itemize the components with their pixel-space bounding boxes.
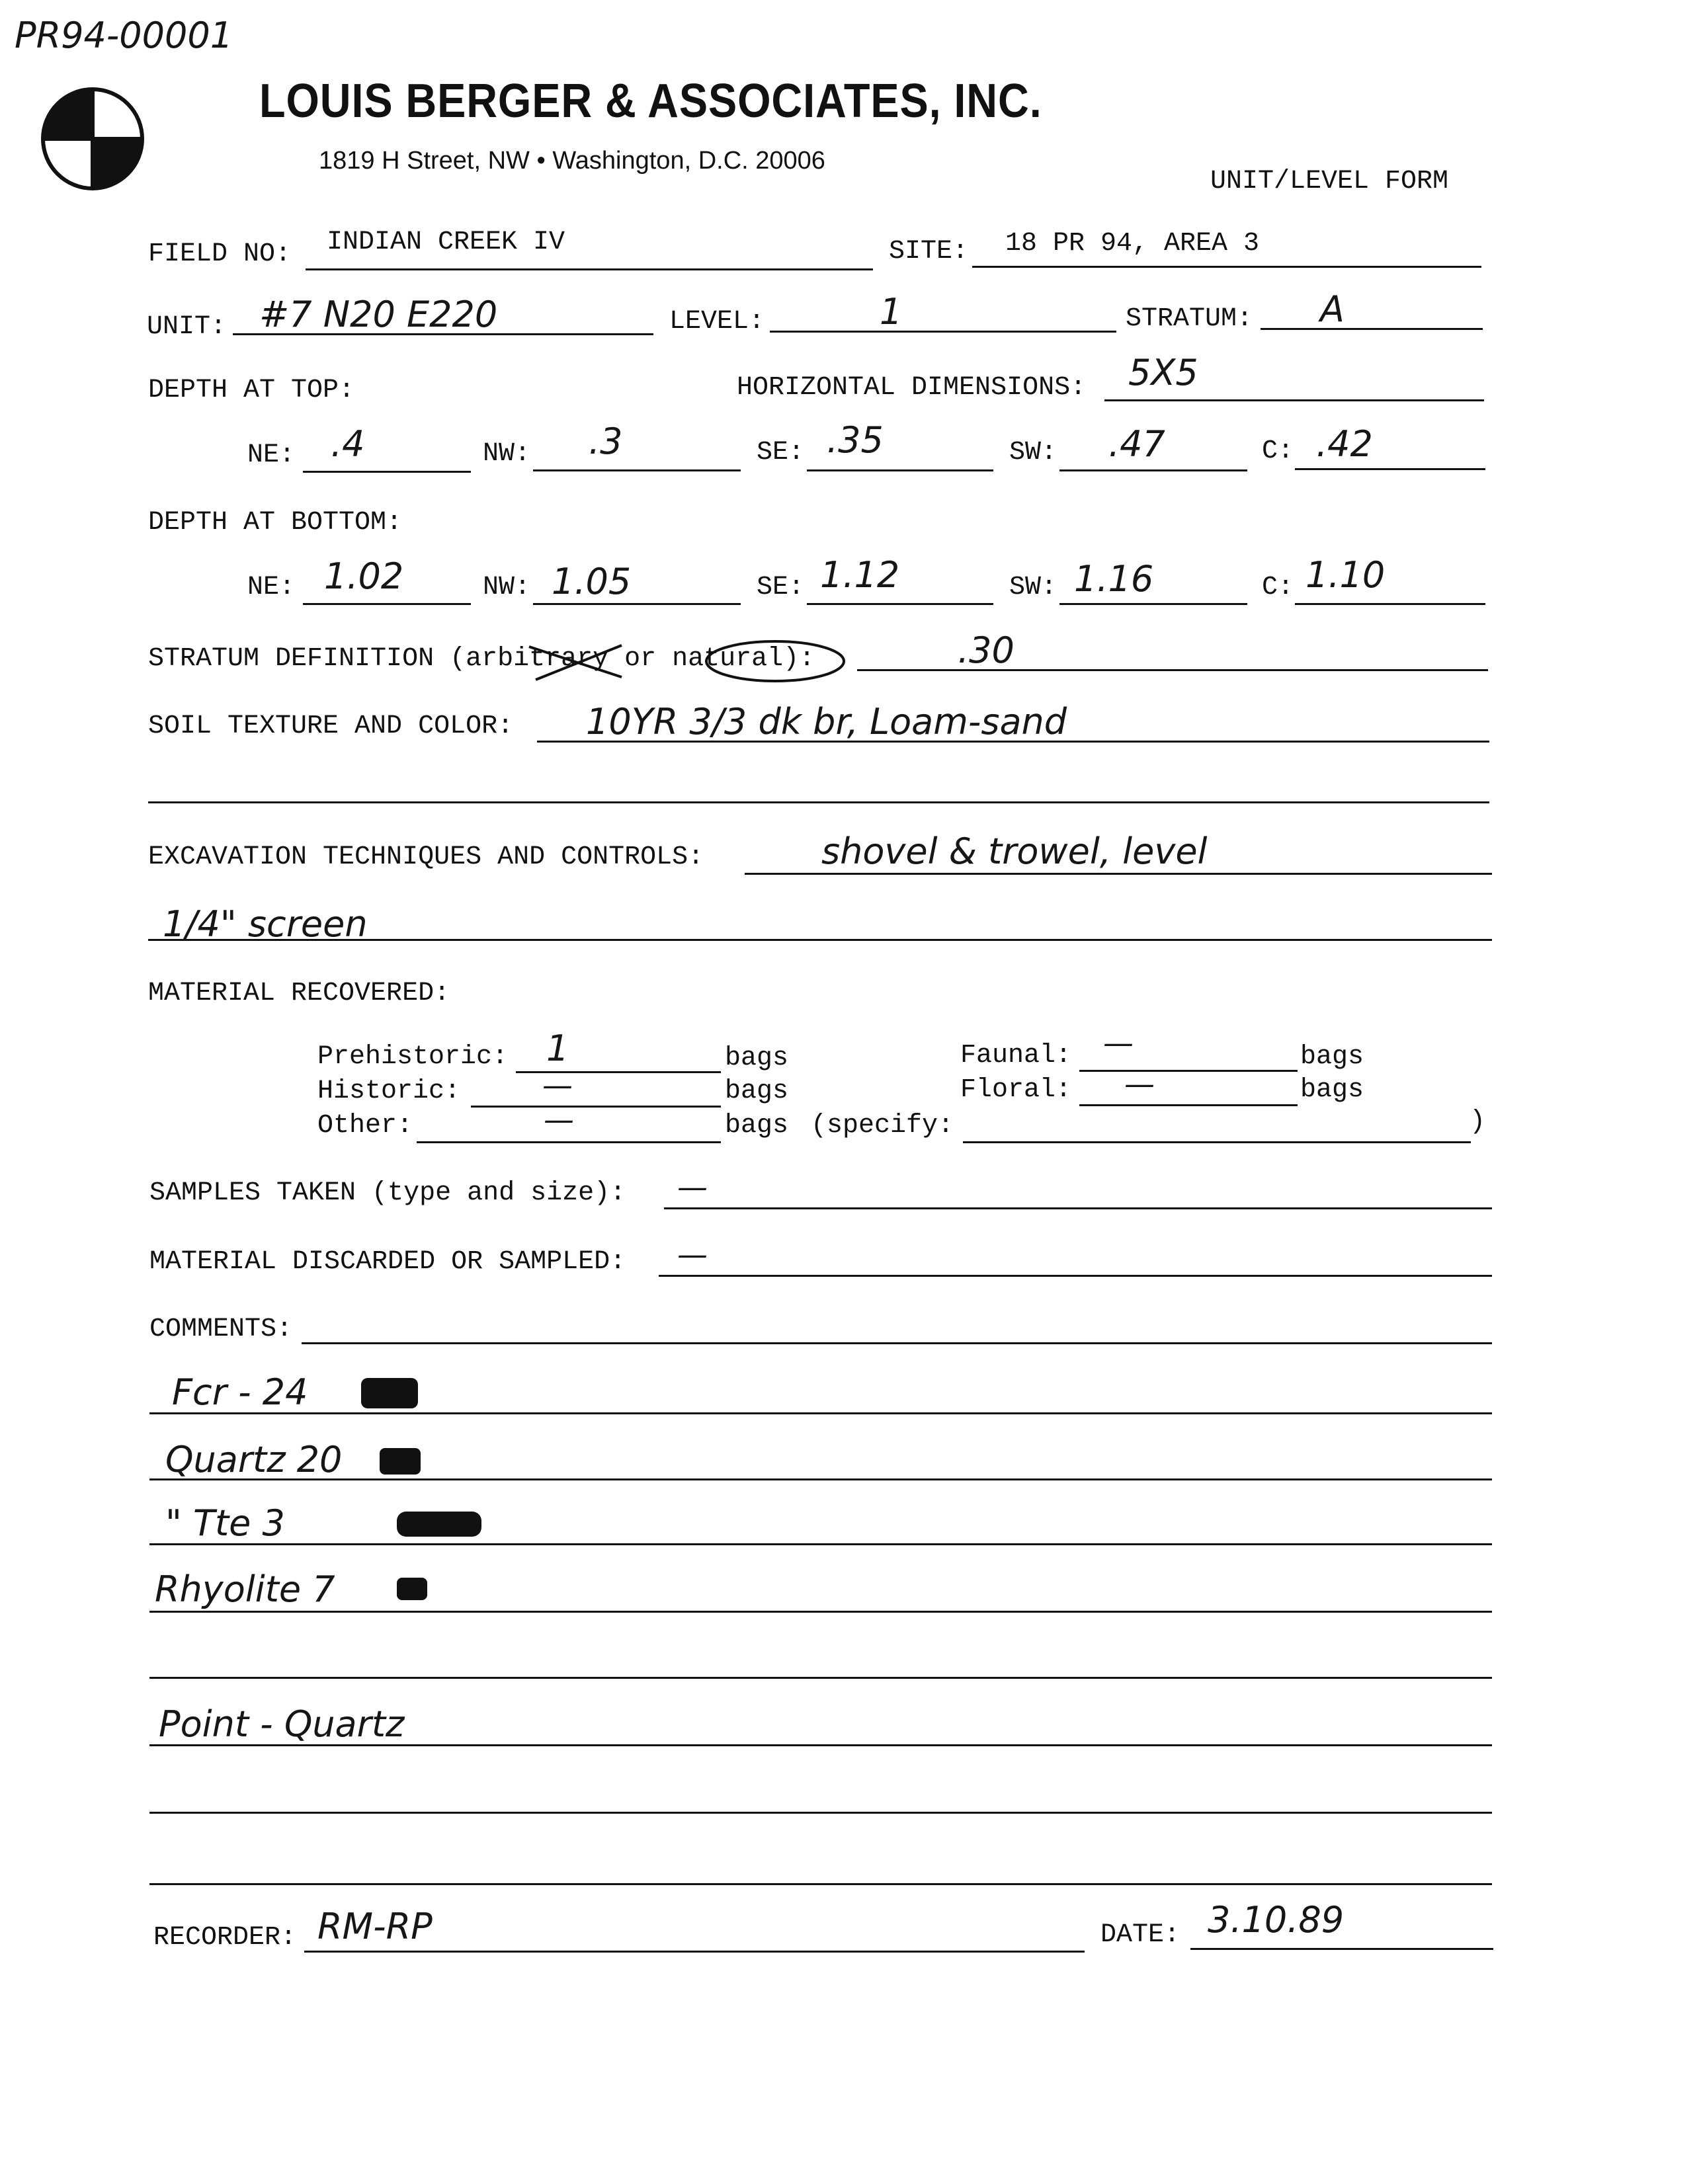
depth-bottom-se-value: 1.12: [820, 554, 900, 596]
faunal-value: —: [1103, 1025, 1134, 1061]
discarded-value: —: [677, 1236, 708, 1272]
date-label: DATE:: [1100, 1920, 1181, 1950]
recorder-value: RM-RP: [317, 1906, 433, 1947]
stratum-definition-label: STRATUM DEFINITION (arbitrary or natural):: [148, 644, 815, 674]
depth-top-se-line: [807, 469, 993, 471]
historic-label: Historic:: [317, 1076, 461, 1106]
stratum-value: A: [1320, 288, 1345, 330]
soil-line-2: [148, 801, 1489, 803]
circle-mark: [701, 635, 853, 691]
depth-bottom-sw-label: SW:: [1009, 573, 1057, 602]
comments-line-2: [149, 1478, 1492, 1480]
comments-line-3: [149, 1543, 1492, 1545]
depth-top-ne-line: [303, 471, 471, 473]
soil-value: 10YR 3/3 dk br, Loam-sand: [586, 701, 1067, 743]
depth-bottom-ne-label: NE:: [247, 573, 296, 602]
depth-top-ne-label: NE:: [247, 440, 296, 470]
comments-line-5: [149, 1677, 1492, 1679]
stratum-label: STRATUM:: [1126, 304, 1253, 334]
prehistoric-label: Prehistoric:: [317, 1042, 509, 1072]
depth-top-sw-value: .47: [1108, 423, 1165, 465]
comments-line-0: [302, 1342, 1492, 1344]
depth-top-label: DEPTH AT TOP:: [148, 376, 355, 405]
depth-bottom-nw-label: NW:: [483, 573, 531, 602]
depth-top-se-value: .35: [827, 419, 884, 461]
other-bags: bags: [725, 1111, 789, 1141]
recorder-label: RECORDER:: [153, 1923, 297, 1953]
scribble-mark: [361, 1378, 418, 1408]
date-value: 3.10.89: [1208, 1899, 1345, 1941]
date-line: [1190, 1948, 1493, 1950]
depth-bottom-ne-line: [303, 603, 471, 605]
other-line: [417, 1141, 721, 1143]
depth-top-c-value: .42: [1316, 423, 1373, 465]
comments-line-7: [149, 1812, 1492, 1814]
comment-entry: " Tte 3: [165, 1502, 285, 1544]
depth-bottom-nw-line: [533, 603, 741, 605]
unit-value: #7 N20 E220: [259, 294, 498, 335]
company-name: LOUIS BERGER & ASSOCIATES, INC.: [259, 75, 1042, 128]
horizontal-dimensions-label: HORIZONTAL DIMENSIONS:: [737, 373, 1087, 403]
document-id: PR94-00001: [15, 15, 233, 56]
horizontal-dimensions-value: 5X5: [1128, 352, 1198, 393]
level-value: 1: [880, 291, 903, 333]
depth-bottom-sw-value: 1.16: [1074, 558, 1154, 600]
field-no-line: [306, 268, 873, 270]
field-no-value: INDIAN CREEK IV: [327, 227, 565, 257]
floral-label: Floral:: [960, 1075, 1072, 1105]
excavation-value-1: shovel & trowel, level: [821, 830, 1208, 872]
field-no-label: FIELD NO:: [148, 239, 292, 269]
depth-bottom-ne-value: 1.02: [324, 555, 404, 597]
specify-close-paren: ): [1470, 1107, 1486, 1137]
prehistoric-value: 1: [546, 1028, 569, 1069]
scribble-mark: [397, 1512, 481, 1537]
floral-line: [1079, 1104, 1298, 1106]
comment-entry: Rhyolite 7: [155, 1568, 335, 1610]
scribble-mark: [380, 1448, 421, 1475]
other-value: —: [544, 1102, 574, 1137]
site-label: SITE:: [889, 237, 969, 266]
samples-value: —: [677, 1169, 708, 1205]
comments-line-4: [149, 1611, 1492, 1613]
floral-bags: bags: [1300, 1075, 1364, 1105]
site-value: 18 PR 94, AREA 3: [1005, 229, 1260, 259]
excavation-label: EXCAVATION TECHNIQUES AND CONTROLS:: [148, 842, 704, 872]
depth-bottom-sw-line: [1059, 603, 1247, 605]
depth-bottom-se-label: SE:: [757, 573, 805, 602]
depth-top-sw-line: [1059, 469, 1247, 471]
recorder-line: [304, 1951, 1085, 1953]
comments-label: COMMENTS:: [149, 1314, 293, 1344]
historic-line: [471, 1106, 721, 1108]
depth-top-c-line: [1295, 468, 1485, 470]
comments-line-8: [149, 1883, 1492, 1885]
depth-bottom-c-line: [1295, 603, 1485, 605]
form-title: UNIT/LEVEL FORM: [1210, 167, 1449, 196]
stratum-line: [1261, 328, 1483, 330]
samples-label: SAMPLES TAKEN (type and size):: [149, 1178, 626, 1208]
historic-value: —: [542, 1067, 573, 1103]
faunal-label: Faunal:: [960, 1041, 1072, 1071]
specify-label: (specify:: [811, 1111, 954, 1141]
depth-bottom-c-value: 1.10: [1305, 554, 1386, 596]
samples-line: [664, 1207, 1492, 1209]
depth-bottom-nw-value: 1.05: [552, 561, 632, 602]
comment-entry: Quartz 20: [165, 1439, 343, 1480]
depth-top-nw-label: NW:: [483, 439, 531, 469]
comment-entry: Fcr - 24: [172, 1371, 308, 1413]
company-address: 1819 H Street, NW • Washington, D.C. 20006: [319, 147, 825, 175]
depth-top-c-label: C:: [1262, 436, 1294, 466]
level-label: LEVEL:: [669, 307, 765, 337]
comments-line-1: [149, 1412, 1492, 1414]
stratum-definition-value: .30: [958, 629, 1015, 671]
prehistoric-bags: bags: [725, 1043, 789, 1073]
historic-bags: bags: [725, 1076, 789, 1106]
horizontal-dimensions-line: [1104, 399, 1484, 401]
depth-top-ne-value: .4: [331, 423, 365, 465]
material-label: MATERIAL RECOVERED:: [148, 979, 450, 1008]
excavation-value-2: 1/4" screen: [163, 903, 368, 945]
depth-top-nw-line: [533, 469, 741, 471]
strikeout-mark: [522, 639, 635, 688]
unit-label: UNIT:: [147, 312, 227, 342]
depth-bottom-c-label: C:: [1262, 573, 1294, 602]
floral-value: —: [1124, 1066, 1155, 1102]
quartered-circle-logo-icon: [40, 86, 145, 195]
site-line: [972, 266, 1481, 268]
level-line: [770, 331, 1116, 333]
comment-entry: Point - Quartz: [159, 1703, 405, 1745]
faunal-line: [1079, 1070, 1298, 1072]
discarded-line: [659, 1275, 1492, 1277]
depth-top-nw-value: .3: [589, 421, 623, 462]
discarded-label: MATERIAL DISCARDED OR SAMPLED:: [149, 1247, 626, 1277]
depth-top-se-label: SE:: [757, 438, 805, 467]
depth-bottom-label: DEPTH AT BOTTOM:: [148, 508, 403, 538]
soil-label: SOIL TEXTURE AND COLOR:: [148, 711, 514, 741]
faunal-bags: bags: [1300, 1042, 1364, 1072]
excavation-line: [745, 873, 1492, 875]
depth-bottom-se-line: [807, 603, 993, 605]
stratum-definition-line: [857, 669, 1488, 671]
depth-top-sw-label: SW:: [1009, 438, 1057, 467]
other-label: Other:: [317, 1111, 413, 1141]
specify-line: [963, 1141, 1471, 1143]
scribble-mark: [397, 1578, 427, 1600]
